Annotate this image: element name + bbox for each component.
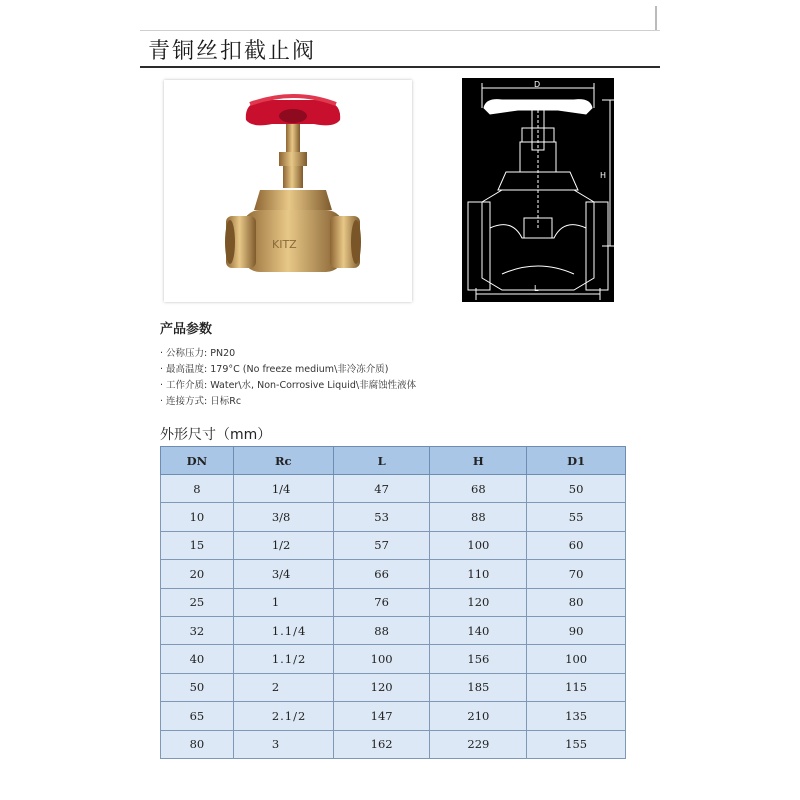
cell-rc: 2.1/2 <box>233 702 333 730</box>
cell-rc: 1 <box>233 588 333 616</box>
param-connection: · 连接方式: 日标Rc <box>160 396 242 407</box>
cell-d1: 60 <box>527 531 626 559</box>
table-row <box>161 560 626 588</box>
title-underline <box>140 66 660 68</box>
cell-rc: 1/2 <box>233 531 333 559</box>
cell-dn: 10 <box>161 503 234 531</box>
cell-dn: 65 <box>161 702 234 730</box>
cell-l: 100 <box>333 645 430 673</box>
cell-dn: 40 <box>161 645 234 673</box>
cell-dn: 32 <box>161 616 234 644</box>
cell-d1: 50 <box>527 475 626 503</box>
technical-drawing <box>462 78 614 302</box>
cell-h: 140 <box>430 616 527 644</box>
cell-dn: 25 <box>161 588 234 616</box>
cell-dn: 15 <box>161 531 234 559</box>
dimensions-table <box>160 446 626 759</box>
cell-l: 53 <box>333 503 430 531</box>
cell-l: 76 <box>333 588 430 616</box>
cell-dn: 50 <box>161 673 234 701</box>
table-row <box>161 673 626 701</box>
product-photo <box>164 80 412 302</box>
column-header-d1: D1 <box>527 447 626 475</box>
packing-nut <box>279 152 307 166</box>
valve-cross-section <box>462 78 614 302</box>
table-row <box>161 588 626 616</box>
cell-l: 57 <box>333 531 430 559</box>
cell-l: 120 <box>333 673 430 701</box>
cell-h: 120 <box>430 588 527 616</box>
cell-l: 147 <box>333 702 430 730</box>
dimensions-heading: 外形尺寸（mm） <box>160 427 272 443</box>
table-row <box>161 503 626 531</box>
column-header-h: H <box>430 447 527 475</box>
dim-label-d: D <box>534 80 541 89</box>
cell-h: 210 <box>430 702 527 730</box>
page-title: 青铜丝扣截止阀 <box>148 39 317 64</box>
table-header-row <box>161 447 626 475</box>
column-header-dn: DN <box>161 447 234 475</box>
cell-rc: 3/8 <box>233 503 333 531</box>
table-row <box>161 730 626 758</box>
params-heading: 产品参数 <box>160 322 213 337</box>
cell-rc: 3 <box>233 730 333 758</box>
top-divider-mark <box>655 6 657 30</box>
gland <box>283 166 303 188</box>
cell-h: 100 <box>430 531 527 559</box>
param-pressure: · 公称压力: PN20 <box>160 348 236 359</box>
cell-rc: 1.1/4 <box>233 616 333 644</box>
brand-mark: KITZ <box>272 238 297 251</box>
table-row <box>161 616 626 644</box>
cell-d1: 155 <box>527 730 626 758</box>
dim-label-h: H <box>600 171 607 180</box>
cell-rc: 1/4 <box>233 475 333 503</box>
cell-d1: 70 <box>527 560 626 588</box>
cell-h: 156 <box>430 645 527 673</box>
cell-dn: 20 <box>161 560 234 588</box>
bonnet <box>254 190 332 210</box>
table-row <box>161 475 626 503</box>
cell-h: 88 <box>430 503 527 531</box>
cell-h: 185 <box>430 673 527 701</box>
dim-label-l: L <box>534 284 539 293</box>
cell-h: 229 <box>430 730 527 758</box>
cell-d1: 135 <box>527 702 626 730</box>
cell-d1: 55 <box>527 503 626 531</box>
cell-dn: 8 <box>161 475 234 503</box>
cell-rc: 2 <box>233 673 333 701</box>
cell-d1: 100 <box>527 645 626 673</box>
cell-rc: 1.1/2 <box>233 645 333 673</box>
column-header-l: L <box>333 447 430 475</box>
table-row <box>161 645 626 673</box>
cell-dn: 80 <box>161 730 234 758</box>
table-row <box>161 531 626 559</box>
cell-d1: 80 <box>527 588 626 616</box>
column-header-rc: Rc <box>233 447 333 475</box>
cell-rc: 3/4 <box>233 560 333 588</box>
cell-h: 68 <box>430 475 527 503</box>
cell-l: 47 <box>333 475 430 503</box>
valve-stem <box>286 124 300 154</box>
handwheel <box>246 96 340 125</box>
cell-l: 66 <box>333 560 430 588</box>
cell-d1: 115 <box>527 673 626 701</box>
cell-l: 88 <box>333 616 430 644</box>
param-temperature: · 最高温度: 179°C (No freeze medium\非冷冻介质) <box>160 364 389 375</box>
params-list <box>160 346 416 410</box>
table-row <box>161 702 626 730</box>
valve-photo-illustration <box>164 80 412 302</box>
cell-d1: 90 <box>527 616 626 644</box>
cell-l: 162 <box>333 730 430 758</box>
param-medium: · 工作介质: Water\水, Non-Corrosive Liquid\非腐蚀性液体 <box>160 380 417 391</box>
cell-h: 110 <box>430 560 527 588</box>
top-divider <box>140 30 660 31</box>
